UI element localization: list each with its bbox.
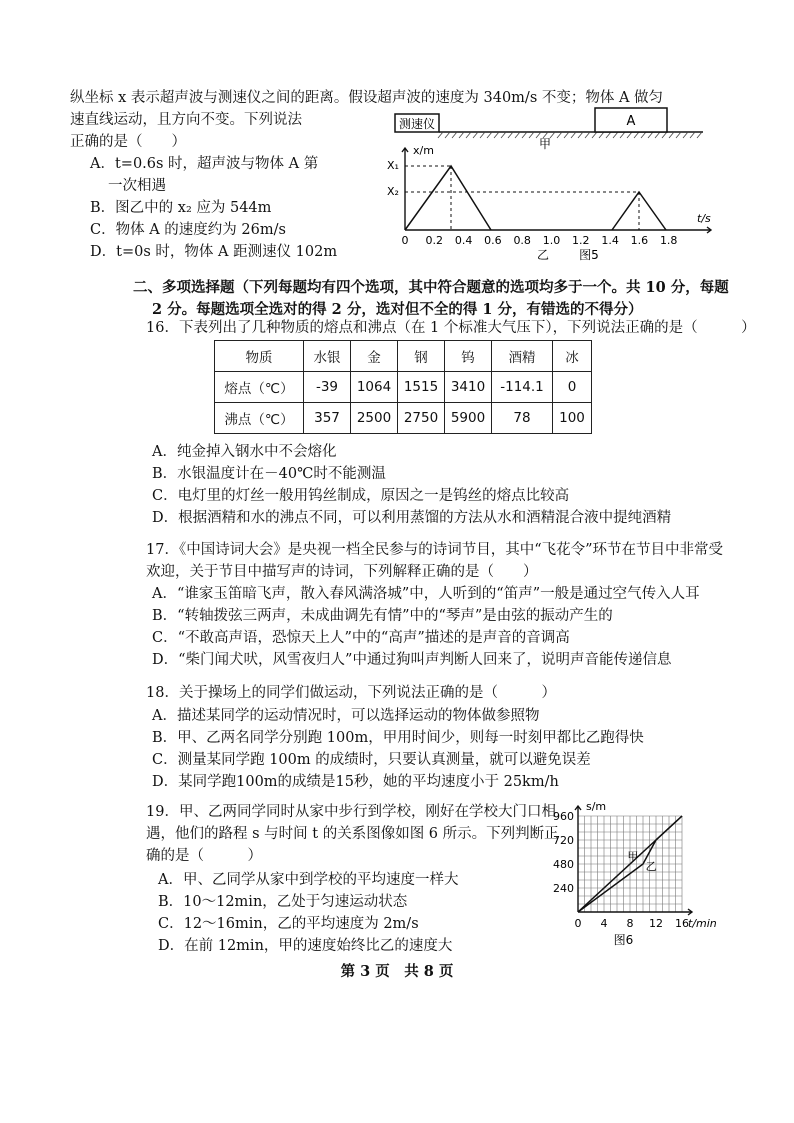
q19-option-d: D．在前 12min，甲的速度始终比乙的速度大 — [158, 938, 453, 954]
series-yi-label: 乙 — [645, 860, 657, 873]
q19-stem-2: 遇，他们的路程 s 与时间 t 的关系图像如图 6 所示。下列判断正 — [146, 826, 559, 842]
hatch-mark — [599, 132, 604, 138]
hatch-mark — [473, 132, 478, 138]
hatch-mark — [480, 132, 485, 138]
table-cell: 357 — [304, 403, 351, 434]
hatch-mark — [501, 132, 506, 138]
q18-option-c: C．测量某同学跑 100m 的成绩时，只要认真测量，就可以避免误差 — [152, 752, 591, 768]
hatch-mark — [452, 132, 457, 138]
hatch-mark — [466, 132, 471, 138]
hatch-mark — [690, 132, 695, 138]
fig5-tick-label: 1.8 — [659, 234, 678, 247]
melting-boiling-table — [214, 340, 592, 434]
table-header-row — [215, 341, 592, 372]
q18-option-a: A．描述某同学的运动情况时，可以选择运动的物体做参照物 — [152, 708, 540, 724]
hatch-mark — [662, 132, 667, 138]
fig6-xtick-label: 4 — [600, 917, 608, 930]
q16-option-a: A．纯金掉入钢水中不会熔化 — [152, 444, 337, 460]
hatch-mark — [438, 132, 443, 138]
fig6-xtick-label: 12 — [649, 917, 663, 930]
fig6-ytick-label: 720 — [553, 834, 574, 847]
fig5-tick-label: 1.4 — [601, 234, 619, 247]
fig6-xlabel: t/min — [688, 917, 717, 930]
table-header-cell: 物质 — [215, 341, 304, 372]
ground-hatch — [438, 132, 702, 138]
table-cell: 1064 — [351, 372, 398, 403]
table-header-cell: 钨 — [445, 341, 492, 372]
fig6-ytick-label: 240 — [553, 882, 574, 895]
q19-option-a: A．甲、乙同学从家中到学校的平均速度一样大 — [158, 872, 459, 888]
hatch-mark — [634, 132, 639, 138]
hatch-mark — [620, 132, 625, 138]
q17-stem-1: 17．《中国诗词大会》是央视一档全民参与的诗词节目，其中“飞花令”环节在节目中非常受 — [146, 542, 724, 558]
table-cell: 100 — [553, 403, 592, 434]
q17-option-c: C．“不敢高声语，恐惊天上人”中的“高声”描述的是声音的音调高 — [152, 630, 570, 646]
table-row — [215, 372, 592, 403]
fig5-x2-label: X₂ — [387, 185, 399, 198]
table-header-cell: 钢 — [398, 341, 445, 372]
q17-option-a: A．“谁家玉笛暗飞声，散入春风满洛城”中，人听到的“笛声”一般是通过空气传入人耳 — [152, 586, 700, 602]
fig6-xtick-label: 0 — [574, 917, 582, 930]
q18-stem: 18．关于操场上的同学们做运动，下列说法正确的是（ ） — [146, 685, 556, 701]
hatch-mark — [445, 132, 450, 138]
hatch-mark — [515, 132, 520, 138]
fig5-tick-label: 1.2 — [572, 234, 590, 247]
q15-option-a-cont: 一次相遇 — [108, 178, 166, 194]
q17-stem-2: 欢迎，关于节目中描写声的诗词，下列解释正确的是（ ） — [146, 564, 538, 580]
q19-stem-3: 确的是（ ） — [146, 848, 262, 864]
hatch-mark — [459, 132, 464, 138]
fig6-caption: 图6 — [613, 933, 634, 947]
hatch-mark — [522, 132, 527, 138]
fig6-xtick-label: 16 — [675, 917, 689, 930]
fig5-ylabel: x/m — [413, 144, 434, 157]
table-cell: -114.1 — [492, 372, 553, 403]
hatch-mark — [669, 132, 674, 138]
section-2-heading-cont: 2 分。每题选项全选对的得 2 分，选对但不全的得 1 分，有错选的不得分） — [152, 301, 643, 318]
fig5-tick-label: 0.4 — [454, 234, 473, 247]
q15-line-1: 纵坐标 x 表示超声波与测速仪之间的距离。假设超声波的速度为 340m/s 不变；物体 A 做匀 — [70, 90, 664, 106]
series-jia-label: 甲 — [627, 850, 639, 863]
q19-stem-1: 19．甲、乙两同学同时从家中步行到学校，刚好在学校大门口相 — [146, 804, 556, 820]
fig5-pulse-lines — [405, 166, 666, 230]
fig5-xlabel: t/s — [697, 212, 711, 225]
q15-option-c: C．物体 A 的速度约为 26m/s — [90, 222, 286, 238]
hatch-mark — [578, 132, 583, 138]
fig6-ylabel: s/m — [586, 800, 607, 813]
fig5-tick-label: 0 — [401, 234, 409, 247]
hatch-mark — [592, 132, 597, 138]
hatch-mark — [508, 132, 513, 138]
q17-option-b: B．“转轴拨弦三两声，未成曲调先有情”中的“琴声”是由弦的振动产生的 — [152, 608, 613, 624]
hatch-mark — [606, 132, 611, 138]
hatch-mark — [557, 132, 562, 138]
q15-line-2: 速直线运动，且方向不变。下列说法 — [70, 112, 302, 128]
fig5-x1-label: X₁ — [387, 159, 399, 172]
q16-option-d: D．根据酒精和水的沸点不同，可以利用蒸馏的方法从水和酒精混合液中提纯酒精 — [152, 510, 672, 526]
table-header-cell: 水银 — [304, 341, 351, 372]
fig5-tick-label: 0.8 — [513, 234, 531, 247]
fig6-ytick-label: 960 — [553, 810, 574, 823]
hatch-mark — [683, 132, 688, 138]
hatch-mark — [655, 132, 660, 138]
q18-option-b: B．甲、乙两名同学分别跑 100m，甲用时间少，则每一时刻甲都比乙跑得快 — [152, 730, 644, 746]
fig6-ytick-label: 480 — [553, 858, 574, 871]
q18-option-d: D．某同学跑100m的成绩是15秒，她的平均速度小于 25km/h — [152, 774, 559, 790]
speed-gun-label: 测速仪 — [398, 117, 436, 131]
q15-option-a: A．t=0.6s 时，超声波与物体 A 第 — [90, 156, 319, 172]
fig5-tick-label: 0.6 — [484, 234, 502, 247]
q16-stem: 16．下表列出了几种物质的熔点和沸点（在 1 个标准大气压下），下列说法正确的是（ ） — [146, 320, 756, 336]
q15-line-3: 正确的是（ ） — [70, 134, 186, 150]
hatch-mark — [697, 132, 702, 138]
fig5-tick-label: 1.6 — [630, 234, 649, 247]
table-header-cell: 冰 — [553, 341, 592, 372]
hatch-mark — [641, 132, 646, 138]
hatch-mark — [564, 132, 569, 138]
q16-option-c: C．电灯里的灯丝一般用钨丝制成，原因之一是钨丝的熔点比较高 — [152, 488, 570, 504]
hatch-mark — [571, 132, 576, 138]
q19-option-b: B．10～12min，乙处于匀速运动状态 — [158, 894, 408, 910]
figure-5-yi — [383, 142, 723, 264]
table-row — [215, 403, 592, 434]
fig5-caption: 图5 — [579, 248, 599, 262]
fig5-dashed-guides — [405, 166, 639, 230]
page-footer: 第 3 页 共 8 页 — [340, 963, 454, 980]
figure-jia-caption: 甲 — [538, 137, 552, 151]
hatch-mark — [676, 132, 681, 138]
table-cell: 3410 — [445, 372, 492, 403]
table-cell: -39 — [304, 372, 351, 403]
table-cell: 熔点（℃） — [215, 372, 304, 403]
q15-option-b: B．图乙中的 x₂ 应为 544m — [90, 200, 272, 216]
table-cell: 2750 — [398, 403, 445, 434]
table-cell: 78 — [492, 403, 553, 434]
table-header-cell: 酒精 — [492, 341, 553, 372]
table-cell: 沸点（℃） — [215, 403, 304, 434]
q15-option-d: D．t=0s 时，物体 A 距测速仪 102m — [90, 244, 338, 260]
object-a-label: A — [626, 114, 636, 129]
fig6-xtick-label: 8 — [626, 917, 634, 930]
fig5-caption-yi: 乙 — [536, 248, 550, 262]
figure-6-chart — [540, 800, 740, 948]
fig5-tick-label: 1.0 — [542, 234, 561, 247]
section-2-heading: 二、多项选择题（下列每题均有四个选项，其中符合题意的选项均多于一个。共 10 分，每题 — [133, 279, 729, 296]
fig5-axes — [402, 148, 711, 233]
table-cell: 1515 — [398, 372, 445, 403]
hatch-mark — [529, 132, 534, 138]
hatch-mark — [613, 132, 618, 138]
q19-option-c: C．12～16min，乙的平均速度为 2m/s — [158, 916, 419, 932]
q17-option-d: D．“柴门闻犬吠，风雪夜归人”中通过狗叫声判断人回来了，说明声音能传递信息 — [152, 652, 672, 668]
hatch-mark — [627, 132, 632, 138]
hatch-mark — [494, 132, 499, 138]
hatch-mark — [585, 132, 590, 138]
fig5-tick-label: 0.2 — [425, 234, 444, 247]
q16-option-b: B．水银温度计在－40℃时不能测温 — [152, 466, 386, 482]
table-cell: 2500 — [351, 403, 398, 434]
hatch-mark — [648, 132, 653, 138]
hatch-mark — [487, 132, 492, 138]
table-cell: 0 — [553, 372, 592, 403]
table-header-cell: 金 — [351, 341, 398, 372]
fig5-tick-labels — [402, 234, 678, 247]
table-cell: 5900 — [445, 403, 492, 434]
